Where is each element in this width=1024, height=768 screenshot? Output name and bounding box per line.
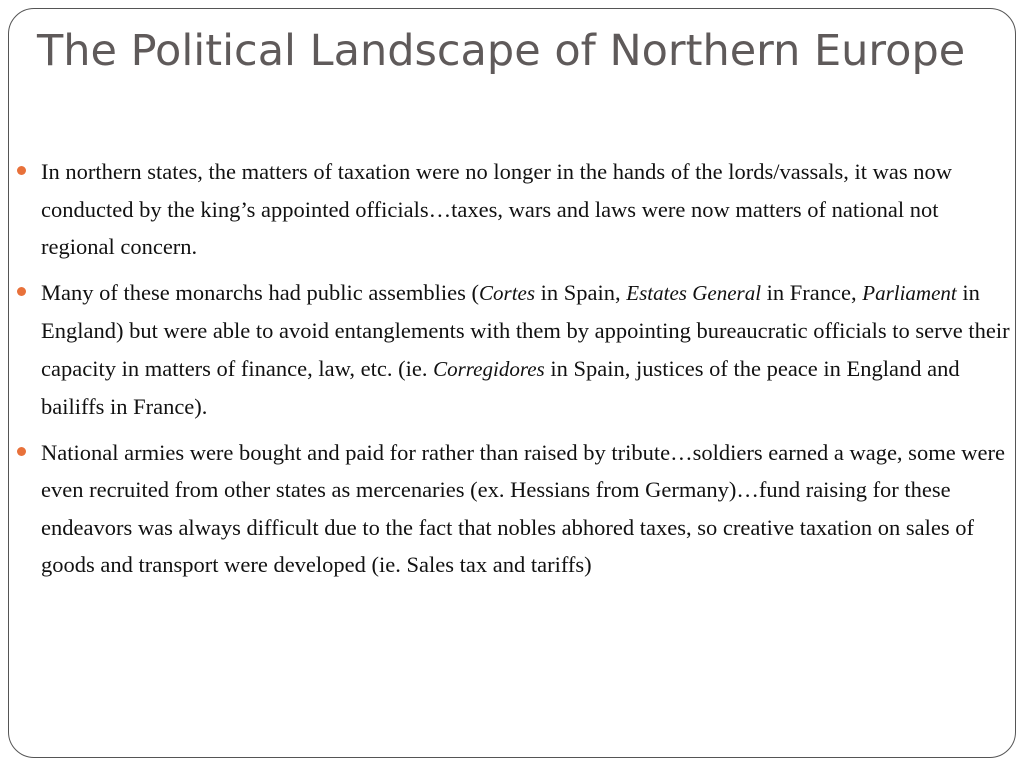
text-segment: National armies were bought and paid for rather than raised by tribute…soldiers earned a wage, some were even recruited from other states as mercenaries (ex. Hessians from Germany)…fund raising for these endeavors was always difficult due to the fact that nobles abhored taxes, so creative taxation on sales of goods and transport were developed (ie. Sales tax and tariffs) — [41, 439, 1006, 577]
italic-term: Cortes — [479, 280, 536, 305]
text-segment: in France, — [761, 279, 863, 305]
bullet-item — [41, 434, 1013, 584]
text-segment: in Spain, — [535, 279, 627, 305]
bullet-text — [41, 159, 952, 259]
circle-bullet-icon — [17, 166, 26, 175]
slide-title: The Political Landscape of Northern Europe — [37, 26, 966, 76]
text-segment: in Spain, justices of the peace in England and bailiffs in France). — [41, 355, 960, 419]
bullet-item — [41, 274, 1013, 426]
bullet-item — [41, 153, 1013, 266]
text-segment: in England) but were able to avoid entanglements with them by appointing bureaucratic officials to serve their capacity in matters of finance, law, etc. (ie. — [41, 279, 1010, 381]
italic-term: Estates General — [626, 280, 762, 305]
bullet-text — [41, 280, 1010, 420]
bullet-text — [41, 440, 1005, 578]
slide — [8, 8, 1016, 758]
italic-term: Parliament — [862, 280, 957, 305]
bullet-list — [41, 153, 1013, 592]
italic-term: Corregidores — [433, 356, 545, 381]
circle-bullet-icon — [17, 287, 26, 296]
text-segment: Many of these monarchs had public assemblies ( — [41, 279, 480, 305]
circle-bullet-icon — [17, 447, 26, 456]
text-segment: In northern states, the matters of taxation were no longer in the hands of the lords/vassals, it was now conducted by the king’s appointed officials…taxes, wars and laws were now matters of national not regional concern. — [41, 159, 953, 259]
